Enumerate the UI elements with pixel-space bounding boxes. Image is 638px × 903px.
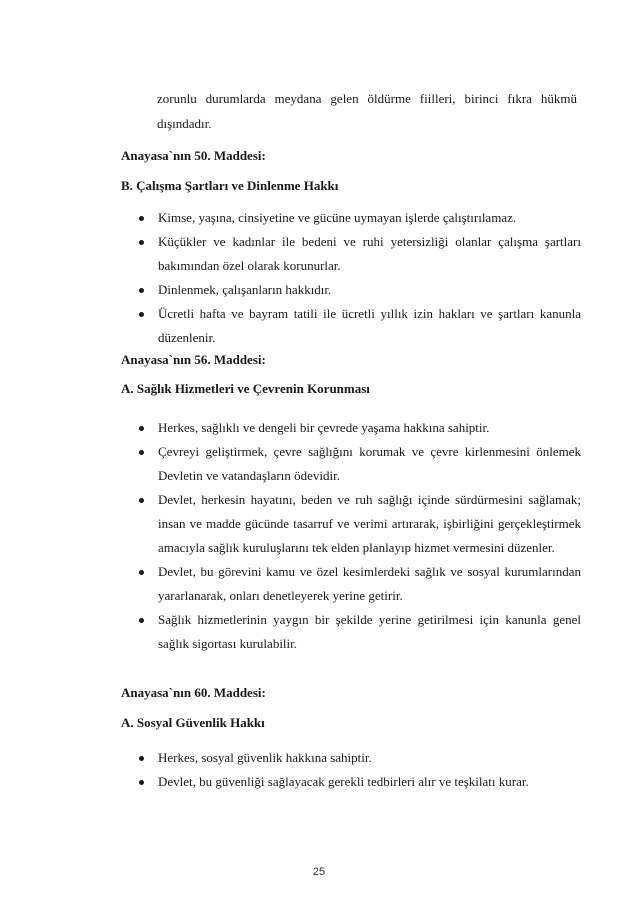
article-60-subtitle: A. Sosyal Güvenlik Hakkı <box>121 715 265 730</box>
bullet-icon <box>139 240 144 245</box>
list-item-line: düzenlenir. <box>158 330 216 345</box>
bullet-icon <box>139 312 144 317</box>
list-item <box>121 746 581 770</box>
list-item <box>121 206 581 230</box>
article-60-title: Anayasa`nın 60. Maddesi: <box>121 685 266 700</box>
list-item <box>121 440 581 488</box>
list-item-line: Sağlık hizmetlerinin yaygın bir şekilde yerine getirilmesi için kanunla genel <box>158 612 581 627</box>
list-item-line: Devlet, herkesin hayatını, beden ve ruh sağlığı içinde sürdürmesini sağlamak; <box>158 492 581 507</box>
bullet-icon <box>139 426 144 431</box>
list-item <box>121 770 581 794</box>
bullet-icon <box>139 288 144 293</box>
article-60-list <box>121 746 581 794</box>
list-item-line: Çevreyi geliştirmek, çevre sağlığını korumak ve çevre kirlenmesini önlemek <box>158 444 581 459</box>
article-50-subtitle: B. Çalışma Şartları ve Dinlenme Hakkı <box>121 178 339 193</box>
article-50-title: Anayasa`nın 50. Maddesi: <box>121 148 266 163</box>
bullet-icon <box>139 618 144 623</box>
list-item-line: Ücretli hafta ve bayram tatili ile ücretli yıllık izin hakları ve şartları kanunla <box>158 306 581 321</box>
bullet-icon <box>139 780 144 785</box>
list-item-line: Devlet, bu görevini kamu ve özel kesimlerdeki sağlık ve sosyal kurumlarından <box>158 564 581 579</box>
bullet-icon <box>139 216 144 221</box>
list-item-line: bakımından özel olarak korunurlar. <box>158 258 341 273</box>
list-item-line: Devletin ve vatandaşların ödevidir. <box>158 468 340 483</box>
list-item <box>121 608 581 656</box>
intro-paragraph <box>157 86 577 136</box>
list-item <box>121 230 581 278</box>
list-item-line: Dinlenmek, çalışanların hakkıdır. <box>158 282 332 297</box>
list-item-line: amacıyla sağlık kuruluşlarını tek elden planlayıp hizmet vermesini düzenler. <box>158 540 555 555</box>
list-item-line: sağlık sigortası kurulabilir. <box>158 636 298 651</box>
intro-line-1: zorunlu durumlarda meydana gelen öldürme fiilleri, birinci fıkra hükmü <box>157 91 577 106</box>
article-50-list <box>121 206 581 350</box>
intro-line-2: dışındadır. <box>157 116 212 131</box>
list-item-line: Devlet, bu güvenliği sağlayacak gerekli tedbirleri alır ve teşkilatı kurar. <box>158 774 529 789</box>
list-item <box>121 488 581 560</box>
list-item <box>121 560 581 608</box>
bullet-icon <box>139 756 144 761</box>
list-item-line: yararlanarak, onları denetleyerek yerine getirir. <box>158 588 403 603</box>
list-item-line: Herkes, sağlıklı ve dengeli bir çevrede yaşama hakkına sahiptir. <box>158 420 490 435</box>
page-number: 25 <box>312 866 326 878</box>
list-item <box>121 278 581 302</box>
article-56-list <box>121 416 581 656</box>
bullet-icon <box>139 570 144 575</box>
list-item <box>121 302 581 350</box>
bullet-icon <box>139 450 144 455</box>
bullet-icon <box>139 498 144 503</box>
article-56-subtitle: A. Sağlık Hizmetleri ve Çevrenin Korunması <box>121 381 370 396</box>
list-item-line: Küçükler ve kadınlar ile bedeni ve ruhi yetersizliği olanlar çalışma şartları <box>158 234 581 249</box>
list-item-line: insan ve madde gücünde tasarruf ve verimi artırarak, işbirliğini gerçekleştirmek <box>158 516 581 531</box>
article-56-title: Anayasa`nın 56. Maddesi: <box>121 352 266 367</box>
list-item-line: Kimse, yaşına, cinsiyetine ve gücüne uymayan işlerde çalıştırılamaz. <box>158 210 517 225</box>
list-item-line: Herkes, sosyal güvenlik hakkına sahiptir. <box>158 750 372 765</box>
list-item <box>121 416 581 440</box>
